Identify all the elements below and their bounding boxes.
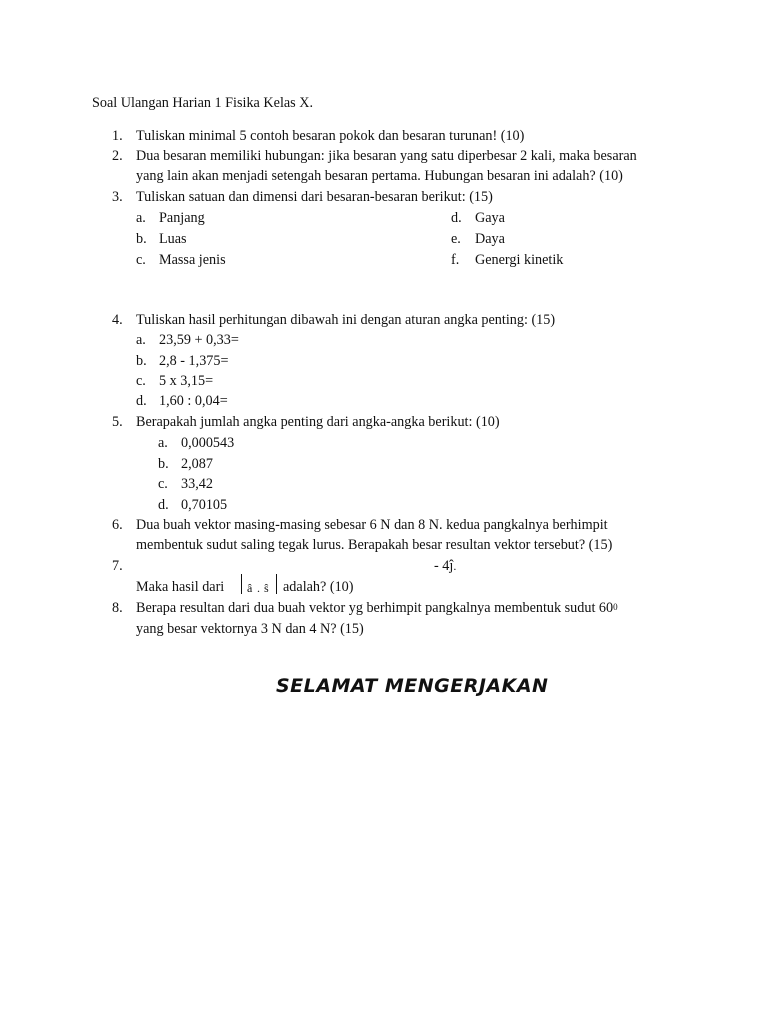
vector-fragment [434,556,456,576]
option-text: Gaya [475,210,505,226]
question-number-6: 6. [112,517,123,533]
option-text: Genergi kinetik [475,252,564,268]
question-number-4: 4. [112,312,123,328]
option-text: Daya [475,231,505,247]
option-letter: f. [451,252,460,268]
closing-message: SELAMAT MENGERJAKAN [276,675,549,697]
degree-superscript: 0 [613,602,618,612]
option-letter: c. [136,373,146,389]
question-6-line-2: membentuk sudut saling tegak lurus. Berapakah besar resultan vektor tersebut? (15) [136,537,613,553]
option-text: 0,70105 [181,497,228,513]
option-letter: a. [158,435,168,451]
question-number-8: 8. [112,600,123,616]
option-letter: d. [158,497,169,513]
option-text: Panjang [159,210,205,226]
question-number-7: 7. [112,558,123,574]
option-letter: d. [451,210,462,226]
question-4-text: Tuliskan hasil perhitungan dibawah ini dengan aturan angka penting: (15) [136,312,556,328]
option-text: Luas [159,231,187,247]
option-text: 1,60 : 0,04= [159,393,228,409]
vector-fragment-text: - 4ĵ [434,558,454,574]
question-5-text: Berapakah jumlah angka penting dari angka-angka berikut: (10) [136,414,500,430]
question-1-text: Tuliskan minimal 5 contoh besaran pokok dan besaran turunan! (10) [136,128,525,144]
question-number-3: 3. [112,189,123,205]
question-8-line-1 [136,598,618,618]
option-letter: a. [136,210,146,226]
question-8-line-1-text: Berapa resultan dari dua buah vektor yg berhimpit pangkalnya membentuk sudut 60 [136,600,614,616]
option-text: 23,59 + 0,33= [159,332,239,348]
question-8-line-2: yang besar vektornya 3 N dan 4 N? (15) [136,621,364,637]
abs-bar-right [276,574,277,594]
question-number-5: 5. [112,414,123,430]
option-text: 2,087 [181,456,213,472]
option-text: 0,000543 [181,435,235,451]
question-6-line-1: Dua buah vektor masing-masing sebesar 6 N dan 8 N. kedua pangkalnya berhimpit [136,517,608,533]
vector-s-hat: ŝ [264,581,269,595]
vector-dot: . [257,581,260,595]
question-2-line-2: yang lain akan menjadi setengah besaran pertama. Hubungan besaran ini adalah? (10) [136,168,623,184]
option-letter: c. [158,476,168,492]
option-letter: a. [136,332,146,348]
question-7-line-2-suffix: adalah? (10) [283,579,354,595]
vector-a-hat: â [247,581,253,595]
question-2-line-1: Dua besaran memiliki hubungan: jika besaran yang satu diperbesar 2 kali, maka besaran [136,148,637,164]
question-number-1: 1. [112,128,123,144]
document-title: Soal Ulangan Harian 1 Fisika Kelas X. [92,95,314,111]
option-letter: b. [136,353,147,369]
option-letter: b. [158,456,169,472]
question-7-line-2-prefix: Maka hasil dari [136,579,225,595]
abs-bar-left [241,574,242,594]
option-letter: c. [136,252,146,268]
vector-fragment-dot: . [453,559,457,573]
question-3-text: Tuliskan satuan dan dimensi dari besaran-besaran berikut: (15) [136,189,493,205]
option-text: 2,8 - 1,375= [159,353,229,369]
option-letter: b. [136,231,147,247]
option-text: 33,42 [181,476,213,492]
option-letter: e. [451,231,461,247]
question-number-2: 2. [112,148,123,164]
option-text: Massa jenis [159,252,226,268]
option-letter: d. [136,393,147,409]
option-text: 5 x 3,15= [159,373,214,389]
